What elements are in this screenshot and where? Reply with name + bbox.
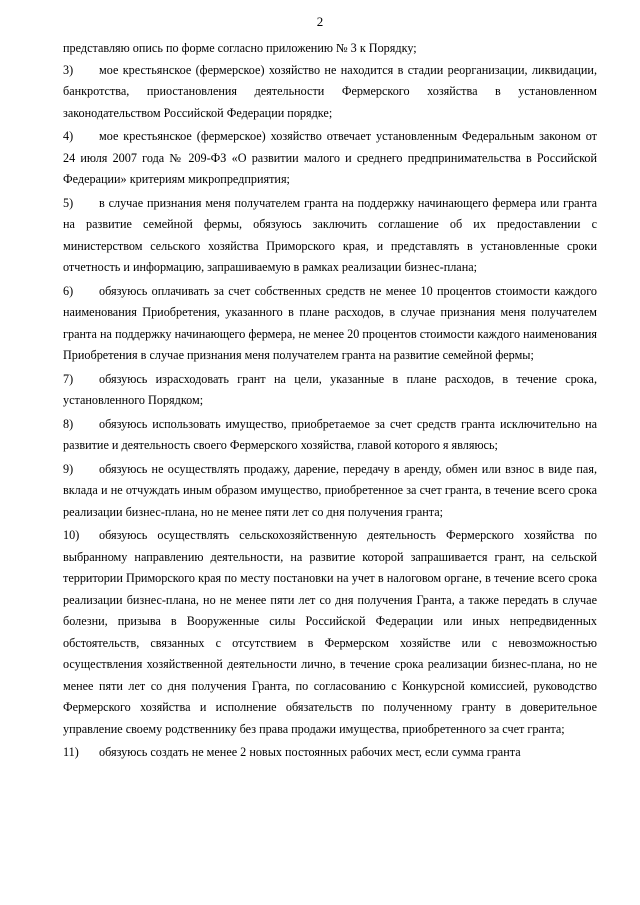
item-text: мое крестьянское (фермерское) хозяйство отвечает установленным Федеральным законом от 24 июля 2007 года № 209-ФЗ «О развитии малого и среднего предпринимательства в Российской Федерации» критериям микропредприятия; bbox=[63, 129, 597, 186]
list-item-11 bbox=[63, 742, 597, 764]
item-number: 4) bbox=[63, 129, 74, 143]
item-text: обязуюсь осуществлять сельскохозяйственную деятельность Фермерского хозяйства по выбранному направлению деятельности, на развитие которой запрашивается грант, на сельской территории Приморского края по месту постановки на учет в налоговом органе, в течение всего срока реализации бизнес-плана, но не менее пяти лет со дня получения Гранта, а также передать в случае болезни, призыва в Вооруженные силы Российской Федерации или иных непредвиденных обстоятельств, связанных с отсутствием в Фермерском хозяйстве или с невозможностью осуществления хозяйственной деятельности лично, в течение срока реализации бизнес-плана, но не менее пяти лет со дня получения Гранта, по согласованию с Конкурсной комиссией, руководство Фермерского хозяйства и исполнение обязательств по полученному гранту в доверительное управление своему родственнику без права продажи имущества, приобретенного за счет гранта; bbox=[63, 528, 597, 736]
item-number: 8) bbox=[63, 416, 74, 431]
item-text: в случае признания меня получателем гранта на поддержку начинающего фермера или гранта на развитие семейной фермы, обязуюсь заключить соглашение об их предоставлении с министерством сельского хозяйства Приморского края, и представлять в установленные сроки отчетность и информацию, запрашиваемую в рамках реализации бизнес-плана; bbox=[63, 195, 597, 274]
item-number: 11) bbox=[63, 745, 79, 759]
lead-line: представляю опись по форме согласно приложению № 3 к Порядку; bbox=[63, 41, 417, 55]
list-item-5 bbox=[63, 193, 597, 279]
list-item-9 bbox=[63, 459, 597, 524]
document-body bbox=[63, 38, 597, 766]
list-item-6 bbox=[63, 281, 597, 367]
list-item-10 bbox=[63, 525, 597, 740]
item-text: обязуюсь не осуществлять продажу, дарение, передачу в аренду, обмен или взнос в виде пая, вклада и не отчуждать иным образом имущество, приобретенное за счет гранта, в течение всего срока реализации бизнес-плана, но не менее пяти лет со дня получения гранта; bbox=[63, 461, 597, 519]
item-text: обязуюсь использовать имущество, приобретаемое за счет средств гранта исключительно на развитие и деятельность своего Фермерского хозяйства, главой которого я являюсь; bbox=[63, 416, 597, 452]
item-text: обязуюсь оплачивать за счет собственных средств не менее 10 процентов стоимости каждого наименования Приобретения, указанного в плане расходов, в случае признания меня получателем гранта на поддержку начинающего фермера, не менее 20 процентов стоимости каждого наименования Приобретения в случае признания меня получателем гранта на развитие семейной фермы; bbox=[63, 283, 597, 362]
item-number: 5) bbox=[63, 195, 74, 210]
item-text: обязуюсь израсходовать грант на цели, указанные в плане расходов, в течение срока, установленного Порядком; bbox=[63, 371, 597, 407]
item-number: 6) bbox=[63, 283, 74, 298]
list-item-7 bbox=[63, 369, 597, 412]
item-text: мое крестьянское (фермерское) хозяйство не находится в стадии реорганизации, ликвидации, банкротства, приостановления деятельности Фермерского хозяйства в установленном законодательством Российской Федерации порядке; bbox=[63, 62, 597, 120]
item-number: 9) bbox=[63, 461, 74, 476]
list-item-4 bbox=[63, 126, 597, 191]
item-text: обязуюсь создать не менее 2 новых постоянных рабочих мест, если сумма гранта bbox=[99, 745, 521, 759]
list-item-3 bbox=[63, 60, 597, 125]
list-item-8 bbox=[63, 414, 597, 457]
item-number: 7) bbox=[63, 371, 74, 386]
item-number: 10) bbox=[63, 528, 80, 542]
item-number: 3) bbox=[63, 62, 74, 77]
page-number: 2 bbox=[316, 14, 324, 29]
